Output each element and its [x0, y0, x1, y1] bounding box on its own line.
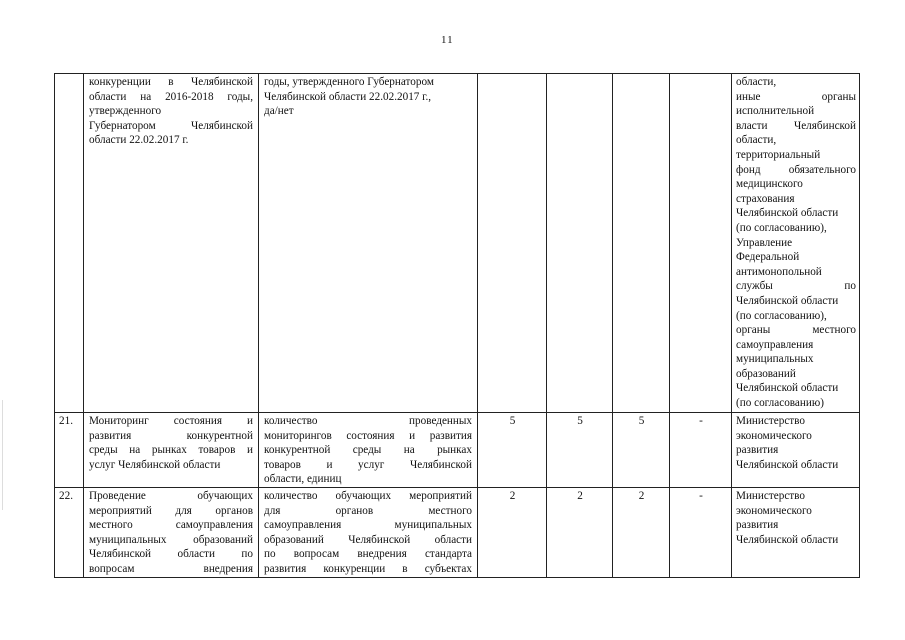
text-line: мероприятий для органов — [89, 504, 253, 517]
text-line: области 22.02.2017 г. — [89, 134, 189, 147]
text-line: области, единиц — [264, 473, 342, 486]
text-line: самоуправления — [736, 338, 814, 351]
row-continued-executor — [736, 75, 856, 411]
text-line: иные органы — [736, 90, 856, 103]
text-line: (по согласованию), — [736, 309, 827, 322]
row-22-executor — [736, 489, 858, 547]
text-line: службы по — [736, 280, 856, 293]
text-line: годы, утвержденного Губернатором — [264, 76, 434, 88]
text-line: мониторингов состояния и развития — [264, 429, 472, 442]
text-line: исполнительной — [736, 105, 815, 118]
row-22-activity — [89, 489, 253, 577]
text-line: Мониторинг состояния и — [89, 415, 253, 427]
text-line: Челябинской области — [736, 458, 839, 471]
text-line: развития — [736, 444, 779, 457]
text-line: Министерство — [736, 490, 805, 502]
text-line: образований Челябинской области — [264, 533, 472, 546]
text-line: Губернатором Челябинской — [89, 119, 253, 132]
text-line: области, — [736, 76, 777, 88]
text-line: муниципальных — [736, 353, 814, 366]
text-line: Челябинской области — [736, 207, 839, 220]
row-continued-indicator — [264, 75, 472, 119]
text-line: развития конкуренции в субъектах — [264, 562, 472, 575]
row-21-value-3: 5 — [638, 415, 645, 427]
scan-margin-mark — [2, 400, 3, 510]
text-line: муниципальных образований — [89, 533, 253, 546]
text-line: экономического — [736, 504, 812, 517]
text-line: образований — [736, 367, 796, 380]
text-line: Управление — [736, 236, 793, 249]
row-continued-activity — [89, 75, 253, 148]
text-line: Челябинской области — [736, 294, 839, 307]
text-line: конкурентной среды на рынках — [264, 444, 472, 457]
row-22-value-4: - — [699, 490, 703, 502]
text-line: (по согласованию) — [736, 397, 824, 410]
text-line: Челябинской области — [736, 533, 839, 546]
text-line: (по согласованию), — [736, 221, 827, 234]
text-line: количество обучающих мероприятий — [264, 490, 472, 502]
text-line: антимонопольной — [736, 265, 822, 278]
text-line: да/нет — [264, 105, 294, 118]
text-line: области, — [736, 134, 777, 147]
row-22-value-1: 2 — [509, 490, 516, 502]
text-line: фонд обязательного — [736, 163, 856, 176]
text-line: Челябинской области 22.02.2017 г., — [264, 90, 432, 103]
text-line: для органов местного — [264, 504, 472, 517]
row-21-executor — [736, 414, 858, 472]
text-line: органы местного — [736, 324, 856, 337]
text-line: услуг Челябинской области — [89, 458, 221, 471]
text-line: количество проведенных — [264, 415, 472, 427]
text-line: развития — [736, 519, 779, 532]
row-21-value-4: - — [699, 415, 703, 427]
text-line: Проведение обучающих — [89, 490, 253, 502]
text-line: страхования — [736, 192, 795, 205]
row-21-indicator — [264, 414, 472, 487]
row-21-value-2: 5 — [577, 415, 583, 427]
text-line: экономического — [736, 429, 812, 442]
row-21-number: 21. — [59, 415, 73, 427]
row-22-indicator — [264, 489, 472, 577]
text-line: местного самоуправления — [89, 519, 253, 532]
text-line: самоуправления муниципальных — [264, 519, 472, 532]
row-21-activity — [89, 414, 253, 472]
text-line: по вопросам внедрения стандарта — [264, 548, 472, 561]
row-22-value-3: 2 — [638, 490, 645, 502]
text-line: конкуренции в Челябинской — [89, 76, 253, 88]
text-line: территориальный — [736, 148, 821, 161]
row-22-number: 22. — [59, 490, 73, 502]
text-line: развития конкурентной — [89, 429, 253, 442]
text-line: области на 2016-2018 годы, — [89, 90, 253, 103]
text-line: Министерство — [736, 415, 805, 427]
text-line: Федеральной — [736, 251, 800, 264]
page-number: 11 — [441, 34, 454, 46]
text-line: медицинского — [736, 178, 803, 191]
text-line: власти Челябинской — [736, 119, 856, 132]
text-line: Челябинской области по — [89, 548, 253, 561]
text-line: товаров и услуг Челябинской — [264, 458, 472, 471]
text-line: утвержденного — [89, 105, 162, 118]
row-22-value-2: 2 — [577, 490, 583, 502]
text-line: вопросам внедрения — [89, 562, 253, 575]
row-21-value-1: 5 — [509, 415, 516, 427]
text-line: Челябинской области — [736, 382, 839, 395]
text-line: среды на рынках товаров и — [89, 444, 253, 457]
